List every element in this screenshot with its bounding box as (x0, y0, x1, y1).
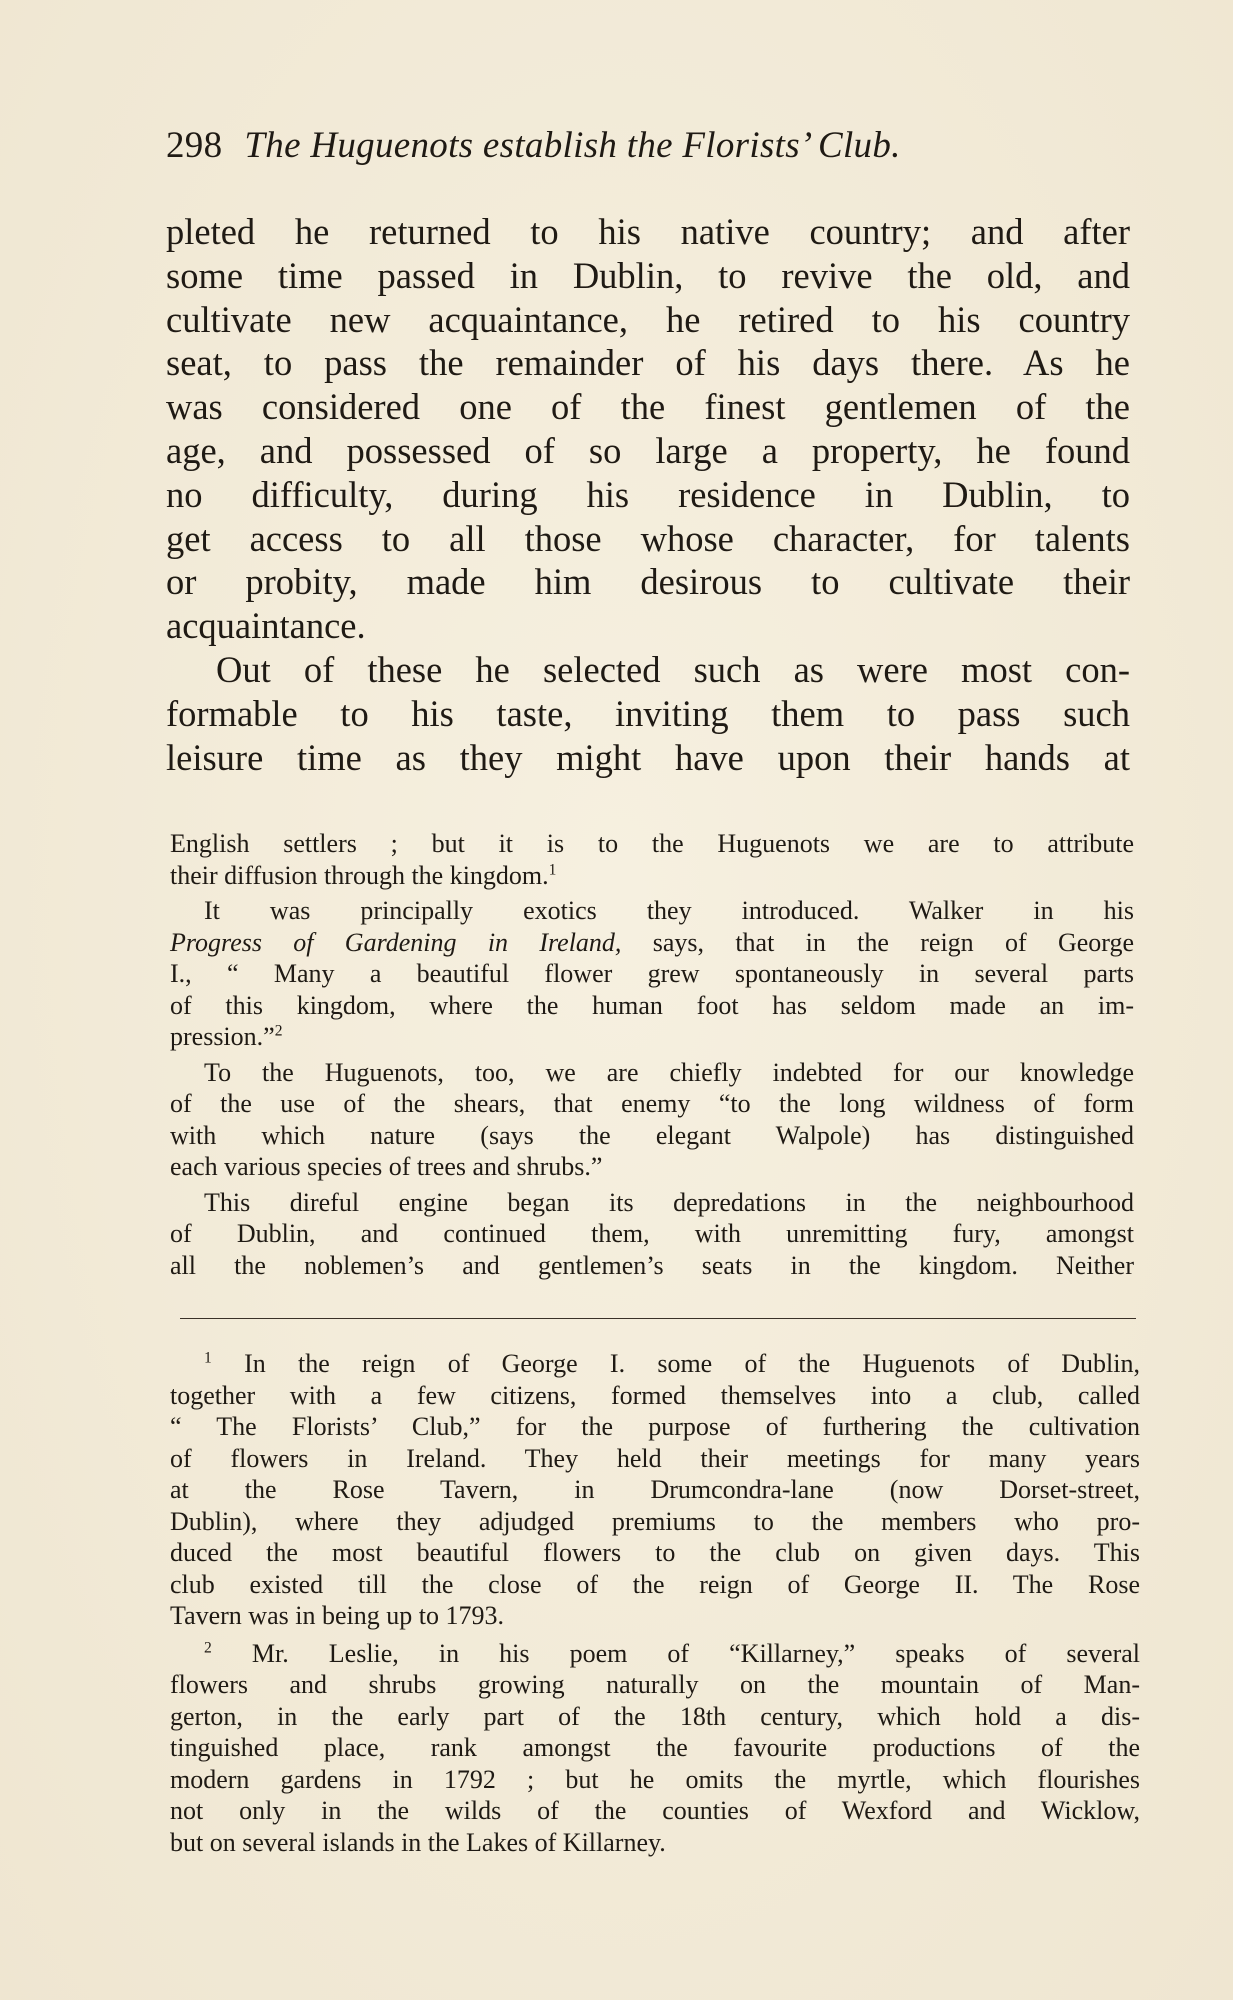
footnote-line: $^2$ Mr. Leslie, in his poem of “Killarney,” speaks of several (204, 1638, 1141, 1668)
footnote-1 (170, 1348, 1140, 1632)
footnote-marker-2: 2 (204, 1638, 212, 1656)
footnote-line: “ The Florists’ Club,” for the purpose of furthering the cultivation (170, 1412, 1140, 1441)
running-head (166, 124, 1096, 174)
footnote-line: not only in the wilds of the counties of Wexford and Wicklow, (170, 1796, 1140, 1825)
footnote-line: together with a few citizens, formed themselves into a club, called (170, 1380, 1140, 1410)
text-line: get access to all those whose character, for talents (166, 517, 1130, 559)
footnotes (170, 1348, 1140, 1864)
footnote-line: gerton, in the early part of the 18th century, which hold a dis- (170, 1701, 1140, 1731)
note-line: their diffusion through the kingdom.$^1$ (170, 860, 557, 890)
text-line: acquaintance. (166, 605, 366, 647)
note-paragraph-4 (170, 1187, 1134, 1282)
book-title-italic: Progress of Gardening in Ireland, (170, 927, 622, 957)
footnote-line: flowers and shrubs growing naturally on the mountain of Man- (170, 1670, 1140, 1699)
page-number: 298 (166, 125, 223, 166)
footnote-ref-1[interactable]: 1 (548, 860, 557, 878)
text-line: no difficulty, during his residence in Dublin, to (166, 473, 1130, 515)
note-line: of the use of the shears, that enemy “to the long wildness of form (170, 1089, 1134, 1118)
footnote-line: of flowers in Ireland. They held their meetings for many years (170, 1443, 1140, 1473)
note-paragraph-1 (170, 828, 1134, 891)
note-line: of Dublin, and continued them, with unremitting fury, amongst (170, 1219, 1134, 1248)
note-line: It was principally exotics they introduced. Walker in his (204, 896, 1134, 925)
text-line: pleted he returned to his native country; and after (166, 211, 1130, 252)
note-line: To the Huguenots, too, we are chiefly indebted for our knowledge (204, 1057, 1134, 1087)
main-paragraph-1 (166, 210, 1130, 648)
footnote-line: at the Rose Tavern, in Drumcondra-lane (now Dorset-street, (170, 1475, 1140, 1504)
text-line: seat, to pass the remainder of his days there. As he (166, 342, 1130, 384)
text-line: or probity, made him desirous to cultivate their (166, 561, 1130, 603)
text-line: was considered one of the finest gentlemen of the (166, 386, 1130, 428)
text-line: formable to his taste, inviting them to pass such (166, 692, 1130, 734)
note-line: I., “ Many a beautiful flower grew spontaneously in several parts (170, 959, 1134, 988)
footnote-marker-1: 1 (204, 1349, 212, 1367)
note-line: with which nature (says the elegant Walpole) has distinguished (170, 1120, 1134, 1150)
footnote-2 (170, 1638, 1140, 1859)
note-line: This direful engine began its depredations in the neighbourhood (204, 1187, 1134, 1217)
note-line: English settlers ; but it is to the Huguenots we are to attribute (170, 829, 1134, 858)
footnote-line: Dublin), where they adjudged premiums to the members who pro- (170, 1506, 1140, 1536)
footnote-line: duced the most beautiful flowers to the club on given days. This (170, 1538, 1140, 1567)
footnote-line: Tavern was in being up to 1793. (170, 1601, 504, 1630)
note-line: all the noblemen’s and gentlemen’s seats in the kingdom. Neither (170, 1250, 1134, 1280)
footnote-line: $^1$ In the reign of George I. some of the Huguenots of Dublin, (204, 1349, 1140, 1378)
footnote-line: modern gardens in 1792 ; but he omits the myrtle, which flourishes (170, 1764, 1140, 1794)
footnote-ref-2[interactable]: 2 (274, 1022, 283, 1040)
note-paragraph-2 (170, 895, 1134, 1053)
note-paragraph-3 (170, 1057, 1134, 1183)
text-line: some time passed in Dublin, to revive the old, and (166, 254, 1130, 296)
text-line: cultivate new acquaintance, he retired to his country (166, 298, 1130, 340)
running-title: The Huguenots establish the Florists’ Club. (244, 125, 901, 166)
text-line: age, and possessed of so large a property, he found (166, 429, 1130, 471)
footnote-line: club existed till the close of the reign of George II. The Rose (170, 1569, 1140, 1599)
note-line: of this kingdom, where the human foot has seldom made an im- (170, 990, 1134, 1020)
note-line: Progress of Gardening in Ireland, says, that in the reign of George (170, 927, 1134, 957)
note-line: each various species of trees and shrubs.” (170, 1152, 603, 1181)
main-paragraph-2 (166, 648, 1130, 779)
text-line: leisure time as they might have upon their hands at (166, 736, 1130, 778)
footnote-divider (180, 1318, 1136, 1319)
main-text (166, 210, 1130, 779)
text-line: Out of these he selected such as were most con- (216, 648, 1130, 690)
footnote-line: tinguished place, rank amongst the favourite productions of the (170, 1733, 1140, 1762)
note-line: pression.”$^2$ (170, 1022, 283, 1051)
notes-text (170, 828, 1134, 1285)
footnote-line: but on several islands in the Lakes of Killarney. (170, 1827, 666, 1857)
